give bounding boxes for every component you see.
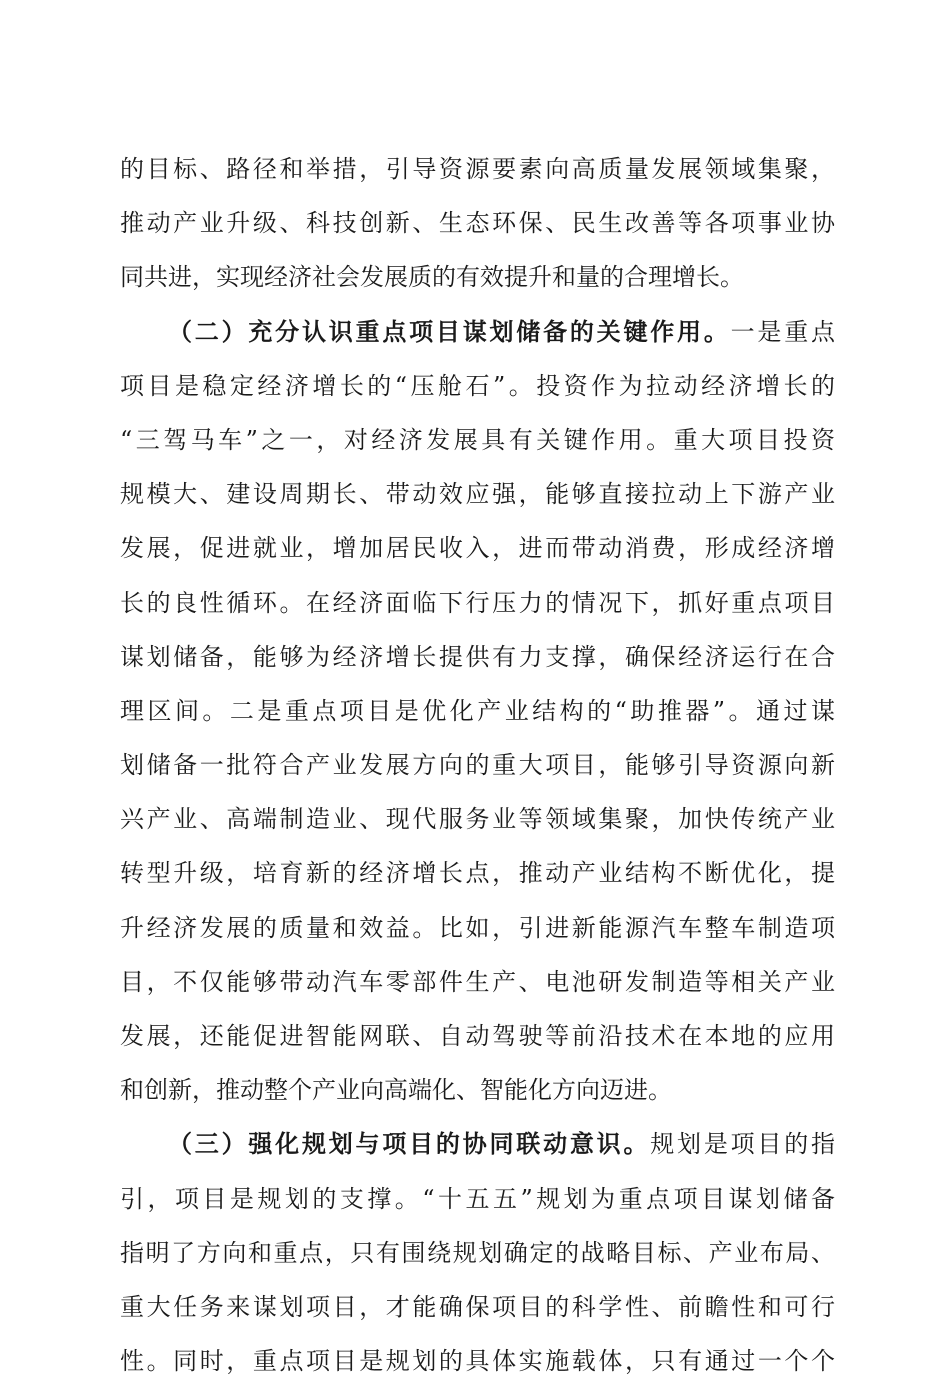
- text-line: 谋划储备，能够为经济增长提供有力支撑，确保经济运行在合: [120, 642, 835, 671]
- text-line: 的目标、路径和举措，引导资源要素向高质量发展领域集聚，: [120, 155, 835, 183]
- text-line: [120, 305, 835, 359]
- text-line: 目，不仅能够带动汽车零部件生产、电池研发制造等相关产业: [120, 967, 835, 996]
- text-line: 长的良性循环。在经济面临下行压力的情况下，抓好重点项目: [120, 588, 835, 617]
- text-line: “三驾马车”之一，对经济发展具有关键作用。重大项目投资: [120, 425, 835, 454]
- text-line: 引，项目是规划的支撑。“十五五”规划为重点项目谋划储备: [120, 1184, 835, 1213]
- text-line: 转型升级，培育新的经济增长点，推动产业结构不断优化，提: [120, 859, 835, 888]
- paragraph-2: [120, 305, 835, 1118]
- section-heading: （三）强化规划与项目的协同联动意识。: [168, 1129, 651, 1159]
- paragraph-3: [120, 1117, 835, 1388]
- text-line: 项目是稳定经济增长的“压舱石”。投资作为拉动经济增长的: [120, 371, 835, 400]
- text-line: 规模大、建设周期长、带动效应强，能够直接拉动上下游产业: [120, 480, 835, 509]
- text-line: 指明了方向和重点，只有围绕规划确定的战略目标、产业布局、: [120, 1238, 835, 1267]
- text-line: 重大任务来谋划项目，才能确保项目的科学性、前瞻性和可行: [120, 1292, 835, 1321]
- text-line: 推动产业升级、科技创新、生态环保、民生改善等各项事业协: [120, 209, 835, 238]
- text-line: 同共进，实现经济社会发展质的有效提升和量的合理增长。: [120, 263, 744, 292]
- text-line: 兴产业、高端制造业、现代服务业等领域集聚，加快传统产业: [120, 805, 835, 834]
- text-line: 划储备一批符合产业发展方向的重大项目，能够引导资源向新: [120, 751, 835, 780]
- heading-continuation: 一是重点: [730, 317, 835, 346]
- text-line: 性。同时，重点项目是规划的具体实施载体，只有通过一个个: [120, 1347, 835, 1376]
- text-line: 发展，促进就业，增加居民收入，进而带动消费，形成经济增: [120, 534, 835, 563]
- text-line: 和创新，推动整个产业向高端化、智能化方向迈进。: [120, 1076, 672, 1105]
- text-line: [120, 1117, 835, 1171]
- document-page: [120, 142, 835, 1388]
- paragraph-1: [120, 142, 835, 305]
- section-heading: （二）充分认识重点项目谋划储备的关键作用。: [168, 316, 731, 346]
- text-line: 升经济发展的质量和效益。比如，引进新能源汽车整车制造项: [120, 913, 835, 942]
- text-line: 理区间。二是重点项目是优化产业结构的“助推器”。通过谋: [120, 696, 835, 725]
- heading-continuation: 规划是项目的指: [650, 1130, 835, 1159]
- text-line: 发展，还能促进智能网联、自动驾驶等前沿技术在本地的应用: [120, 1022, 835, 1050]
